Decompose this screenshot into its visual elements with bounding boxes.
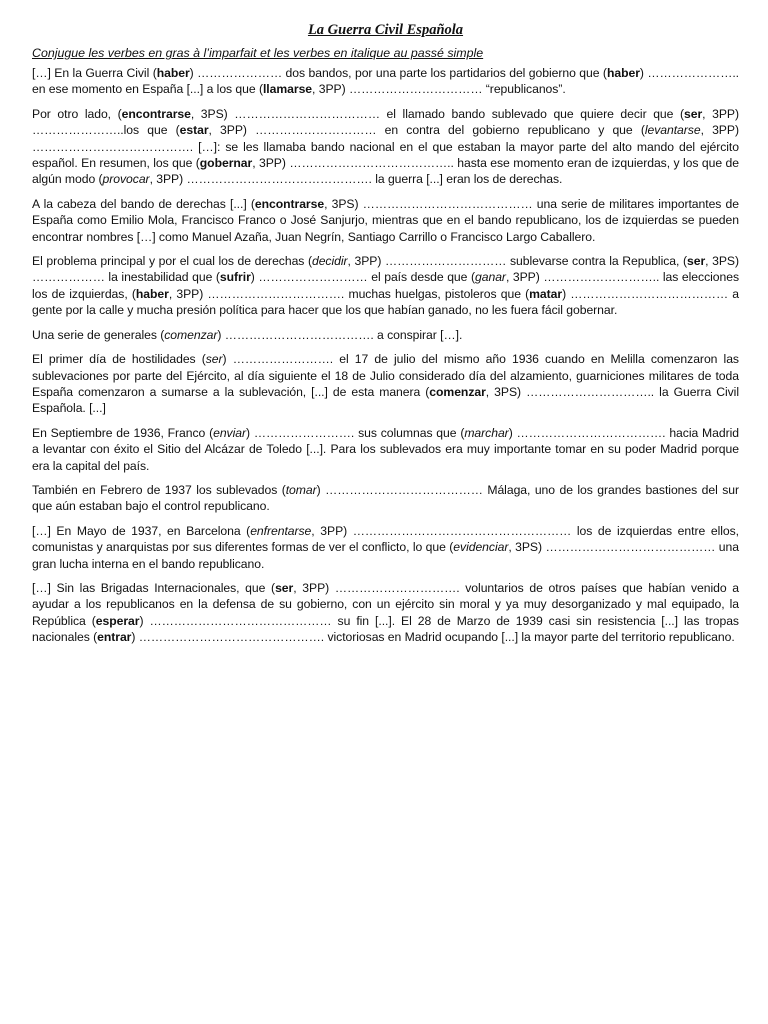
exercise-paragraph xyxy=(32,65,739,98)
exercise-paragraph xyxy=(32,425,739,474)
verb-bold: matar xyxy=(529,286,563,301)
verb-italic: comenzar xyxy=(164,327,218,342)
exercise-paragraph xyxy=(32,327,739,343)
paragraph-text: , 3PP) ………………………………………. la guerra [...] eran los de derechas. xyxy=(149,172,563,187)
paragraph-text: ) ……………………………………… su fin [...]. El 28 de Marzo de 1939 casi sin resistencia [...] las tropas nacionales ( xyxy=(32,613,739,645)
verb-italic: enfrentarse xyxy=(250,523,312,538)
verb-bold: esperar xyxy=(95,613,140,628)
exercise-paragraph xyxy=(32,196,739,245)
paragraph-text: […] En la Guerra Civil ( xyxy=(32,66,157,80)
verb-bold: haber xyxy=(135,286,169,301)
paragraph-text: ) ………………………………… a gente por la calle y mucha presión política para hacer que los que habían ganado, no les fuera fácil gobernar. xyxy=(32,286,739,318)
paragraph-text: ) ……………………… el país desde que ( xyxy=(250,270,476,285)
paragraph-text: , 3PP) ……………………………………………… los de izquierdas entre ellos, comunistas y anarquistas por sus diferentes formas de ver el conflicto, lo que ( xyxy=(32,523,739,555)
paragraph-text: , 3PS) ……………… la inestabilidad que ( xyxy=(32,254,739,285)
verb-bold: haber xyxy=(156,66,190,80)
paragraph-text: , 3PP) ……………………….. las elecciones los de izquierdas, ( xyxy=(32,270,739,301)
verb-bold: encontrarse xyxy=(254,196,325,211)
paragraph-text: , 3PS) …………………………………… una gran lucha interna en el bando republicano. xyxy=(32,540,739,571)
paragraph-text: Una serie de generales ( xyxy=(32,327,165,342)
exercise-paragraph xyxy=(32,106,739,188)
paragraph-text: , 3PP) ………………………………….. hasta ese momento eran de izquierdas, y los que de algún modo ( xyxy=(32,156,739,187)
verb-bold: entrar xyxy=(97,630,132,645)
paragraph-text: , 3PP) …………………………………. […]: se les llamaba bando nacional en el que estaban la mayor parte del alto mando del ejército español. En resumen, los que ( xyxy=(32,123,739,171)
verb-italic: tomar xyxy=(285,482,317,497)
page-title: La Guerra Civil Española xyxy=(307,22,464,38)
paragraph-text: ) ………………… dos bandos, por una parte los partidarios del gobierno que ( xyxy=(189,66,607,80)
paragraph-text: ) ………………………………………. victoriosas en Madrid ocupando [...] la mayor parte del territorio republicano. xyxy=(131,630,735,645)
paragraph-text: El problema principal y por el cual los de derechas ( xyxy=(32,254,312,269)
verb-bold: sufrir xyxy=(219,270,251,285)
verb-bold: gobernar xyxy=(199,156,253,171)
paragraph-text: ) ………………………………. a conspirar […]. xyxy=(217,327,463,342)
verb-italic: decidir xyxy=(311,254,348,269)
paragraph-text: […] Sin las Brigadas Internacionales, que ( xyxy=(32,580,276,595)
paragraph-text: El primer día de hostilidades ( xyxy=(32,352,206,367)
paragraph-text: También en Febrero de 1937 los sublevados ( xyxy=(32,482,286,497)
verb-italic: levantarse xyxy=(644,123,701,138)
paragraph-text: ) ……………………. sus columnas que ( xyxy=(246,425,465,440)
paragraph-text: , 3PP) ………………………… en contra del gobierno republicano y que ( xyxy=(208,123,645,138)
verb-italic: ganar xyxy=(475,270,506,285)
exercise-text xyxy=(32,65,739,646)
verb-bold: encontrarse xyxy=(121,106,191,121)
verb-bold: comenzar xyxy=(429,384,486,399)
paragraph-text: A la cabeza del bando de derechas [...] ( xyxy=(32,196,255,211)
verb-bold: llamarse xyxy=(262,82,313,97)
instructions: Conjugue les verbes en gras à l’imparfait et les verbes en italique au passé simple xyxy=(32,46,484,60)
verb-bold: ser xyxy=(275,580,294,595)
paragraph-text: , 3PP) …………………………. voluntarios de otros países que habían venido a ayudar a los republicanos en la defensa de su gobierno, con un ejército sin moral y ya muy desorganizado y mal equipado, la República ( xyxy=(32,580,739,628)
exercise-paragraph xyxy=(32,351,739,417)
paragraph-text: ) ………………………………… Málaga, uno de los grandes bastiones del sur que aún estaban bajo el control republicano. xyxy=(32,482,739,514)
paragraph-text: , 3PP) …………………………… “republicanos”. xyxy=(312,82,566,97)
exercise-paragraph xyxy=(32,523,739,572)
exercise-paragraph xyxy=(32,253,739,319)
exercise-paragraph xyxy=(32,580,739,646)
paragraph-text: , 3PP) ……………………………. muchas huelgas, pistoleros que ( xyxy=(168,286,530,301)
verb-italic: evidenciar xyxy=(453,540,509,555)
paragraph-text: ) ……………………. el 17 de julio del mismo año 1936 cuando en Melilla comenzaron las sublevaciones por parte del Ejército, al día siguiente el 18 de Julio considerado día del alzamiento, guarniciones militares de toda España comenzaron a sumarse a la sublevación, [...] de esta manera ( xyxy=(32,352,739,399)
verb-italic: enviar xyxy=(213,425,246,440)
paragraph-text: […] En Mayo de 1937, en Barcelona ( xyxy=(32,523,251,538)
paragraph-text: ) ………………….. en ese momento en España [...] a los que ( xyxy=(32,66,740,97)
exercise-paragraph xyxy=(32,482,739,515)
paragraph-text: Por otro lado, ( xyxy=(32,106,122,121)
paragraph-text: , 3PS) …………………………………… una serie de militares importantes de España como Emilio Mola, Francisco Franco o José Sanjurjo, mientras que en el bando republicano, los de izquierdas se pueden encontrar nombres […] como Manuel Azaña, Juan Negrín, Santiago Carrillo o Francisco Largo Caballero. xyxy=(32,196,739,244)
verb-italic: marchar xyxy=(464,425,509,440)
worksheet xyxy=(32,22,739,654)
verb-bold: haber xyxy=(606,66,640,80)
paragraph-text: , 3PS) ……………………………… el llamado bando sublevado que quiere decir que ( xyxy=(190,106,684,121)
paragraph-text: , 3PS) ………………………….. la Guerra Civil Española. [...] xyxy=(32,384,739,416)
paragraph-text: En Septiembre de 1936, Franco ( xyxy=(32,425,214,440)
paragraph-text: , 3PP) ………………………… sublevarse contra la Republica, ( xyxy=(347,254,687,269)
verb-bold: estar xyxy=(179,123,209,138)
verb-bold: ser xyxy=(686,254,706,269)
paragraph-text: ) ………………………………. hacia Madrid a levantar con éxito el Sitio del Alcázar de Toledo [...]. Para los sublevados era muy importante tomar en su poder Madrid porque era la capital del país. xyxy=(32,425,739,473)
paragraph-text: , 3PP) …………………..los que ( xyxy=(32,106,739,138)
verb-bold: ser xyxy=(684,106,703,121)
verb-italic: ser xyxy=(205,352,223,367)
verb-italic: provocar xyxy=(102,172,150,187)
